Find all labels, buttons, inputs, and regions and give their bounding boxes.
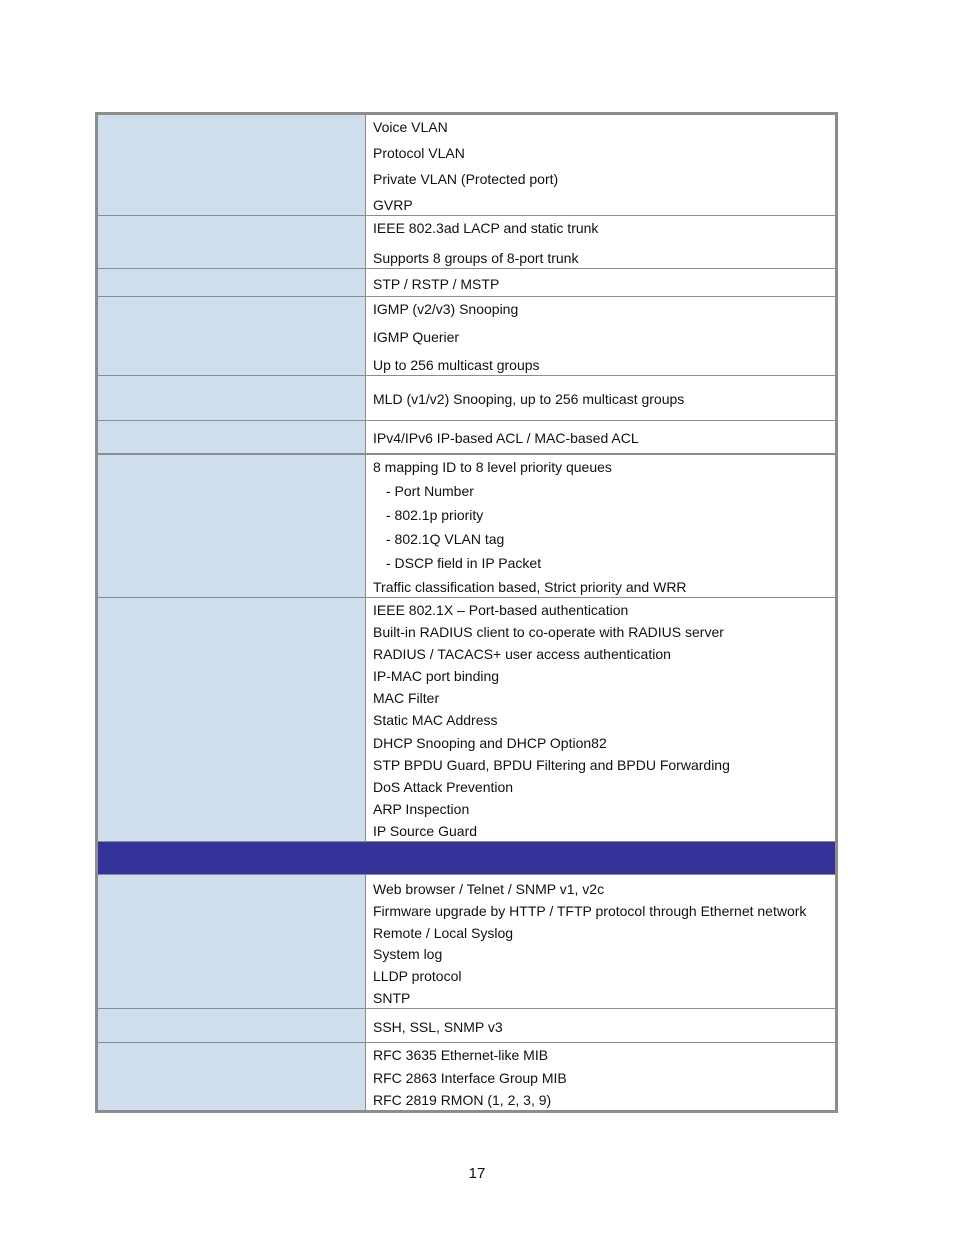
table-row-management: [98, 875, 835, 1009]
list-item: STP BPDU Guard, BPDU Filtering and BPDU Forwarding: [373, 756, 730, 773]
list-item: Supports 8 groups of 8-port trunk: [373, 250, 579, 266]
list-item: MLD (v1/v2) Snooping, up to 256 multicast groups: [373, 391, 685, 407]
row-value-cell: [366, 376, 835, 420]
list-item: IP Source Guard: [373, 822, 478, 839]
section-header-bar: [98, 842, 835, 875]
row-value-cell: [366, 216, 835, 268]
list-item: RADIUS / TACACS+ user access authentication: [373, 646, 671, 663]
list-item: - DSCP field in IP Packet: [386, 555, 542, 571]
list-item: IP-MAC port binding: [373, 668, 500, 685]
page-number: 17: [468, 1165, 486, 1182]
row-value-cell: [366, 421, 835, 453]
row-value-cell: [366, 297, 835, 375]
row-label-cell: [98, 269, 366, 296]
list-item: RFC 2863 Interface Group MIB: [373, 1069, 567, 1086]
list-item: IPv4/IPv6 IP-based ACL / MAC-based ACL: [373, 430, 639, 446]
list-item: Private VLAN (Protected port): [373, 171, 559, 187]
list-item: IGMP (v2/v3) Snooping: [373, 301, 519, 317]
list-item: Up to 256 multicast groups: [373, 357, 540, 373]
row-label-cell: [98, 598, 366, 841]
list-item: ARP Inspection: [373, 800, 470, 817]
row-label-cell: [98, 1043, 366, 1110]
table-row-acl: [98, 421, 835, 455]
row-label-cell: [98, 115, 366, 215]
list-item: MAC Filter: [373, 690, 440, 707]
table-row-stp: [98, 269, 835, 297]
row-value-cell: [366, 455, 835, 597]
table-row-mld: [98, 376, 835, 421]
list-item: Protocol VLAN: [373, 145, 465, 161]
list-item: Firmware upgrade by HTTP / TFTP protocol through Ethernet network: [373, 902, 807, 919]
list-item: DHCP Snooping and DHCP Option82: [373, 734, 607, 751]
list-item: SSH, SSL, SNMP v3: [373, 1018, 503, 1035]
table-row-secure-management: [98, 1009, 835, 1043]
list-item: - Port Number: [386, 483, 474, 499]
table-row-vlan: [98, 115, 835, 216]
table-row-mib: [98, 1043, 835, 1110]
list-item: LLDP protocol: [373, 968, 462, 985]
list-item: IGMP Querier: [373, 329, 460, 345]
list-item: SNTP: [373, 989, 411, 1006]
table-row-qos: [98, 455, 835, 598]
list-item: Voice VLAN: [373, 119, 448, 135]
list-item: System log: [373, 946, 443, 963]
row-label-cell: [98, 216, 366, 268]
row-value-cell: [366, 598, 835, 841]
row-label-cell: [98, 297, 366, 375]
row-label-cell: [98, 376, 366, 420]
list-item: RFC 2819 RMON (1, 2, 3, 9): [373, 1092, 552, 1108]
list-item: DoS Attack Prevention: [373, 778, 514, 795]
list-item: Static MAC Address: [373, 712, 498, 729]
list-item: RFC 3635 Ethernet-like MIB: [373, 1047, 549, 1063]
list-item: IEEE 802.1X – Port-based authentication: [373, 602, 629, 618]
table-row-igmp: [98, 297, 835, 376]
list-item: GVRP: [373, 197, 413, 213]
row-value-cell: [366, 269, 835, 296]
list-item: - 802.1Q VLAN tag: [386, 531, 505, 547]
list-item: 8 mapping ID to 8 level priority queues: [373, 459, 612, 475]
list-item: Web browser / Telnet / SNMP v1, v2c: [373, 881, 605, 897]
list-item: Remote / Local Syslog: [373, 924, 514, 941]
table-row-trunk: [98, 216, 835, 269]
row-value-cell: [366, 115, 835, 215]
row-label-cell: [98, 455, 366, 597]
row-label-cell: [98, 421, 366, 453]
list-item: IEEE 802.3ad LACP and static trunk: [373, 220, 599, 236]
table-row-security: [98, 598, 835, 842]
list-item: STP / RSTP / MSTP: [373, 275, 500, 292]
row-label-cell: [98, 875, 366, 1008]
spec-table: [95, 112, 838, 1113]
row-value-cell: [366, 875, 835, 1008]
list-item: - 802.1p priority: [386, 507, 484, 523]
list-item: Built-in RADIUS client to co-operate with RADIUS server: [373, 624, 724, 641]
row-value-cell: [366, 1043, 835, 1110]
list-item: Traffic classification based, Strict priority and WRR: [373, 579, 687, 595]
row-value-cell: [366, 1009, 835, 1042]
row-label-cell: [98, 1009, 366, 1042]
